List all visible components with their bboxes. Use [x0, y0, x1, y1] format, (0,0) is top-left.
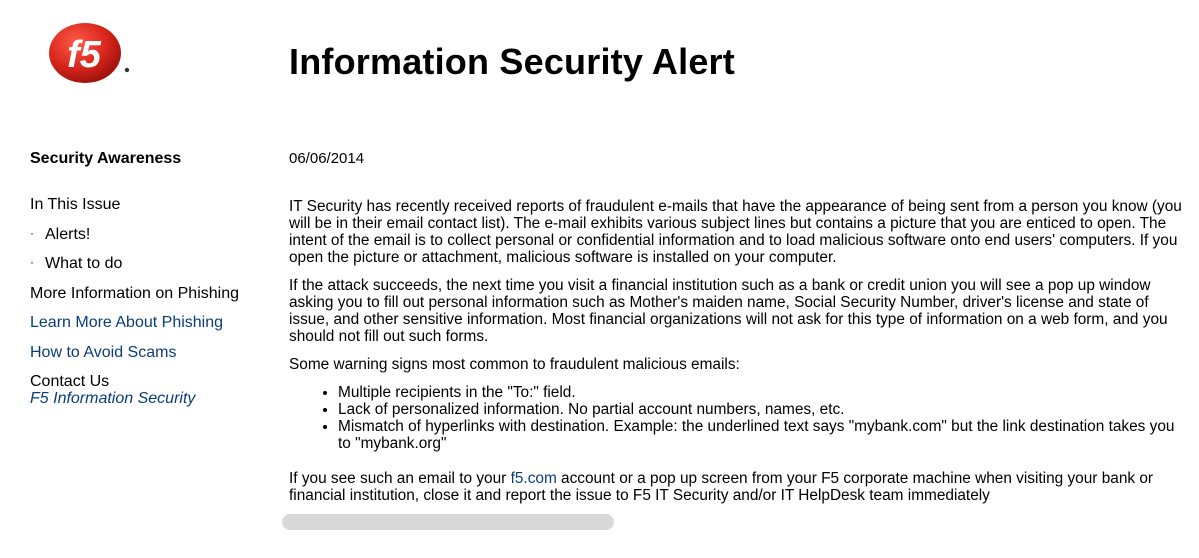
closing-paragraph: [289, 470, 1185, 504]
list-item: • Multiple recipients in the "To:" field.: [338, 384, 1185, 401]
avoid-scams-link[interactable]: How to Avoid Scams: [30, 344, 177, 361]
more-info-label: More Information on Phishing: [30, 285, 239, 302]
list-item: • Mismatch of hyperlinks with destination. Example: the underlined text says "mybank.com" but the link destination takes you to "mybank.org": [338, 418, 1185, 452]
f5-logo: [47, 22, 131, 84]
bullet-icon: ·: [30, 255, 34, 269]
svg-text:f5: f5: [67, 34, 101, 76]
f5-com-link[interactable]: f5.com: [510, 470, 557, 487]
horizontal-scrollbar[interactable]: [282, 514, 614, 530]
sidebar-item-label: What to do: [45, 255, 123, 272]
article-paragraph: IT Security has recently received reports of fraudulent e-mails that have the appearance of being sent from a person you know (you will be in their email contact list). The e-mail exhibits various subject lines but contains a picture that you are enticed to open. The intent of the email is to collect personal or confidential information and to load malicious software onto end users' computers. If you open the picture or attachment, malicious software is installed on your computer.: [289, 198, 1182, 266]
warning-signs-list: [289, 384, 1185, 452]
article-body: [289, 198, 1185, 515]
sidebar-item-alerts[interactable]: [30, 226, 90, 244]
closing-text: account or a pop up screen from your F5 corporate machine when visiting your bank or financial institution, close it and report the issue to F5 IT Security and/or IT HelpDesk team immediately: [289, 470, 1154, 504]
closing-text: If you see such an email to your: [289, 470, 511, 487]
learn-more-link[interactable]: Learn More About Phishing: [30, 314, 224, 331]
list-item: • Lack of personalized information. No partial account numbers, names, etc.: [338, 401, 1185, 418]
sidebar-heading: Security Awareness: [30, 150, 182, 167]
article-date: 06/06/2014: [289, 150, 365, 167]
page-title: Information Security Alert: [289, 41, 735, 82]
in-this-issue-label: In This Issue: [30, 196, 121, 213]
warning-intro: Some warning signs most common to fraudulent malicious emails:: [289, 356, 740, 373]
contact-us-label: Contact Us: [30, 373, 110, 390]
sidebar-item-what-to-do[interactable]: [30, 255, 122, 273]
article-paragraph: If the attack succeeds, the next time you visit a financial institution such as a bank or credit union you will see a pop up window asking you to fill out personal information such as Mother's maiden name, Social Security Number, driver's license and state of issue, and other sensitive information. Most financial organizations will not ask for this type of information on a web form, and you should not fill out such forms.: [289, 277, 1168, 345]
bullet-icon: ·: [30, 226, 34, 240]
contact-security-link[interactable]: F5 Information Security: [30, 390, 196, 407]
sidebar-item-label: Alerts!: [45, 226, 91, 243]
